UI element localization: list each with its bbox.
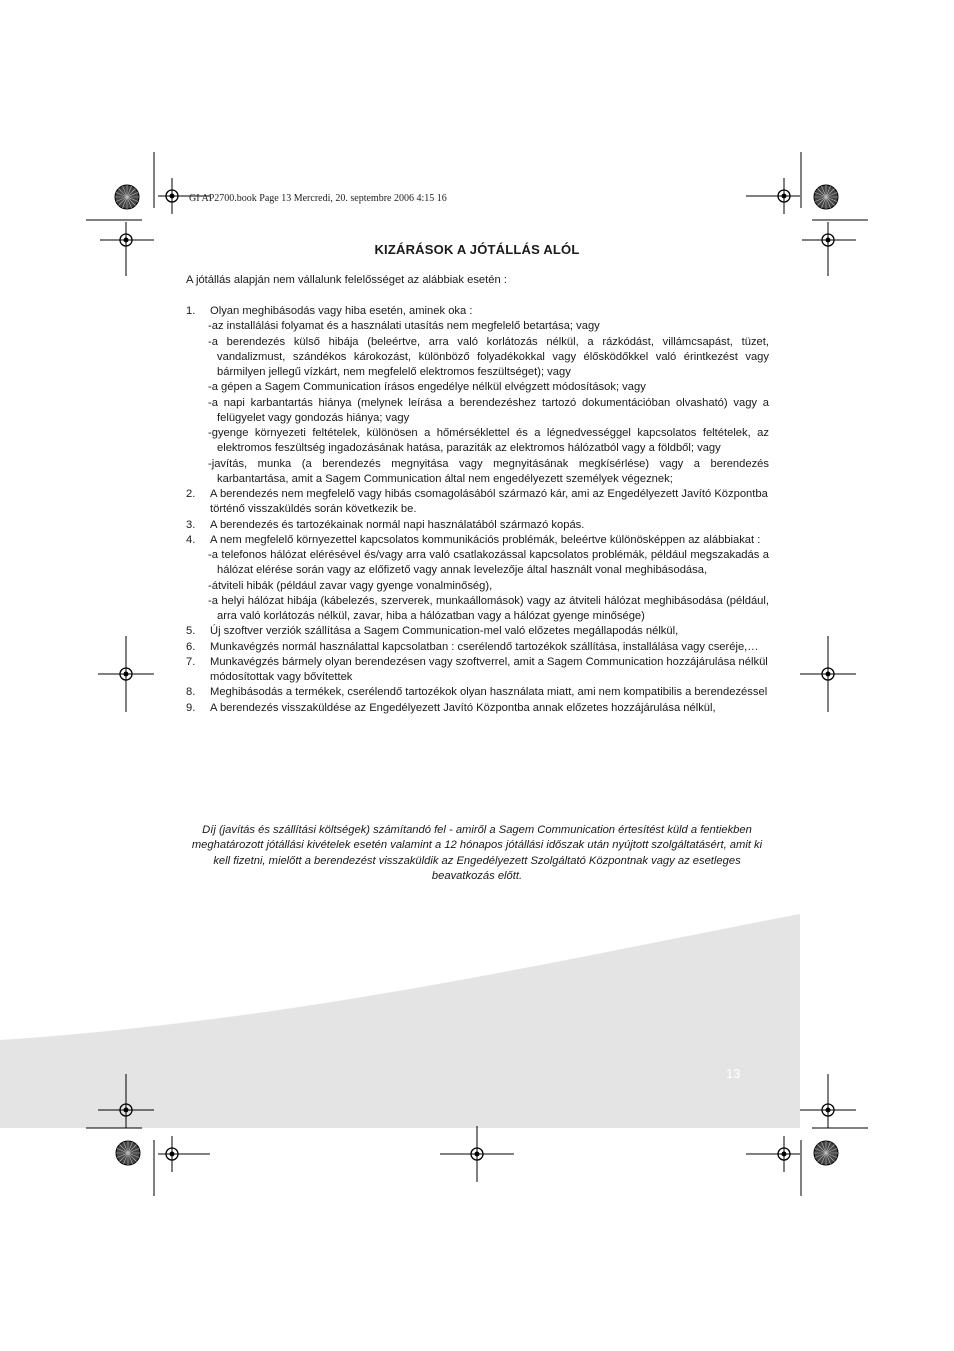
page-title: KIZÁRÁSOK A JÓTÁLLÁS ALÓL xyxy=(374,242,580,257)
list-item-number: 9. xyxy=(186,701,196,714)
list-item xyxy=(186,533,769,625)
list-item-number: 4. xyxy=(186,533,196,546)
list-item xyxy=(186,487,769,518)
list-item-text: A berendezés és tartozékainak normál napi használatából származó kopás. xyxy=(210,518,585,531)
intro-text: A jótállás alapján nem vállalunk felelősséget az alábbiak esetén : xyxy=(186,274,507,286)
footer-note: Díj (javítás és szállítási költségek) számítandó fel - amiről a Sagem Communication értesítést küld a fentiekben meghatározott jótállási kivételek esetén valamint a 12 hónapos jótállási időszak után nyújtott szolgáltatásért, amit ki kell fizetni, mielőtt a berendezést visszaküldik az Engedélyezett Szolgáltató Központnak vagy az esetleges beavatkozás előtt. xyxy=(191,824,763,882)
list-item-text: A berendezés nem megfelelő vagy hibás csomagolásából származó kár, ami az Engedélyezett Javító Központba történő visszaküldés során következik be. xyxy=(210,488,768,516)
list-item-text: Munkavégzés bármely olyan berendezésen vagy szoftverrel, amit a Sagem Communication hozzájárulása nélkül módosítottak vagy bővítettek xyxy=(210,655,768,683)
list-subitem: -a gépen a Sagem Communication írásos engedélye nélkül elvégzett módosítások; vagy xyxy=(208,381,646,394)
list-item-number: 2. xyxy=(186,488,196,500)
list-subitem: -javítás, munka (a berendezés megnyitása vagy megnyitásának megkísérlése) vagy a berendezés karbantartása, amit a Sagem Communication által nem engedélyezett személyek végeznek; xyxy=(208,457,769,485)
list-item-number: 5. xyxy=(186,625,196,638)
exclusion-list xyxy=(186,304,769,716)
list-item xyxy=(186,655,769,686)
list-subitem: -a berendezés külső hibája (beleértve, arra való korlátozás nélkül, a rázkódást, villámcsapást, tüzet, vandalizmust, szándékos károkozást, különböző folyadékokkal vagy élősködőkkel való érintkezést vagy bármilyen jellegű vízkárt, nem megfelelő elektromos feszültséget); vagy xyxy=(208,335,769,378)
list-item-number: 1. xyxy=(186,305,196,317)
list-item-text: Olyan meghibásodás vagy hiba esetén, aminek oka : xyxy=(210,305,473,317)
list-item xyxy=(186,701,769,716)
list-item-text: Meghibásodás a termékek, cserélendő tartozékok olyan használata miatt, ami nem kompatibilis a berendezéssel xyxy=(210,686,768,699)
list-item xyxy=(186,304,769,487)
list-subitem: -átviteli hibák (például zavar vagy gyenge vonalminőség), xyxy=(208,579,493,592)
list-subitem: -a napi karbantartás hiánya (melynek leírása a berendezéshez tartozó dokumentációban olvasható) vagy a felügyelet vagy gondozás hiánya; vagy xyxy=(208,396,769,424)
list-item-text: A nem megfelelő környezettel kapcsolatos kommunikációs problémák, beleértve különösképpen az alábbiakat : xyxy=(210,533,761,546)
list-item xyxy=(186,640,769,655)
list-item xyxy=(186,685,769,700)
list-item-text: Munkavégzés normál használattal kapcsolatban : cserélendő tartozékok szállítása, installálása vagy cseréje,… xyxy=(210,640,759,653)
list-item-number: 6. xyxy=(186,640,196,653)
list-item-text: A berendezés visszaküldése az Engedélyezett Javító Központba annak előzetes hozzájárulása nélkül, xyxy=(210,701,716,714)
list-item-number: 7. xyxy=(186,655,196,668)
list-item xyxy=(186,624,769,639)
print-header-info: GI AP2700.book Page 13 Mercredi, 20. septembre 2006 4:15 16 xyxy=(189,193,447,204)
list-item xyxy=(186,518,769,533)
list-subitem: -a telefonos hálózat elérésével és/vagy arra való csatlakozással kapcsolatos problémák, például megszakadás a hálózat elérése során vagy az előfizető vagy annak levelezője által használt vonal meghibásodása, xyxy=(208,549,769,577)
list-subitem: -a helyi hálózat hibája (kábelezés, szerverek, munkaállomások) vagy az átviteli hálózat meghibásodása (például, arra való korlátozás nélkül, zavar, hiba a hálózatban vagy a hálózat gyenge minősége) xyxy=(208,594,769,622)
list-item-number: 8. xyxy=(186,686,196,699)
list-item-number: 3. xyxy=(186,518,196,531)
page-number: 13 xyxy=(726,1066,741,1081)
list-subitem: -az installálási folyamat és a használati utasítás nem megfelelő betartása; vagy xyxy=(208,320,600,333)
list-item-text: Új szoftver verziók szállítása a Sagem Communication-mel való előzetes megállapodás nélkül, xyxy=(210,625,679,638)
list-subitem: -gyenge környezeti feltételek, különösen a hőmérséklettel és a légnedvességgel kapcsolatos feltételek, az elektromos feszültség ingadozásának hatása, paraziták az elektromos hálózatból vagy a földből; vagy xyxy=(208,427,769,455)
